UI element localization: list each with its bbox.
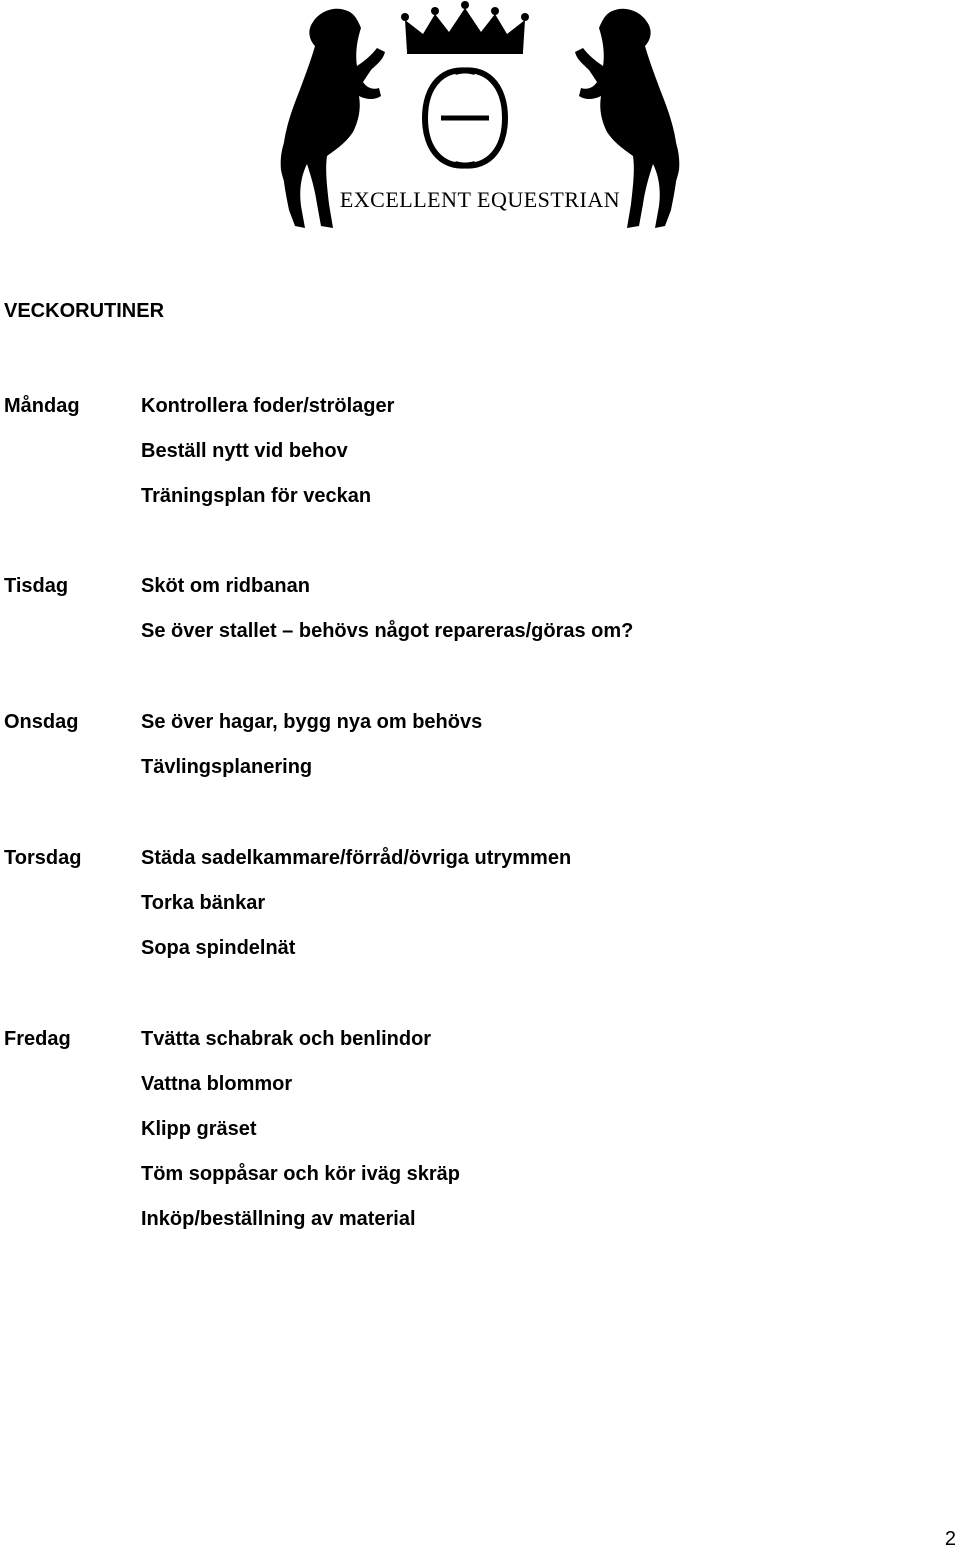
task-item: Träningsplan för veckan (141, 485, 372, 507)
day-name: Fredag (4, 1028, 71, 1050)
task-list (141, 573, 633, 663)
page-number: 2 (944, 1528, 956, 1550)
task-item: Klipp gräset (141, 1118, 257, 1140)
page-title: VECKORUTINER (4, 300, 165, 322)
logo-wordmark: EXCELLENT EQUESTRIAN (339, 187, 621, 212)
task-item: Inköp/beställning av material (141, 1208, 416, 1230)
task-list (141, 1026, 460, 1251)
task-list (141, 845, 571, 980)
day-name: Onsdag (4, 711, 79, 733)
monogram-icon (425, 70, 505, 165)
task-item: Torka bänkar (141, 892, 266, 914)
task-item: Sköt om ridbanan (141, 575, 310, 597)
crown-icon (401, 1, 529, 54)
task-item: Vattna blommor (141, 1073, 293, 1095)
task-item: Kontrollera foder/strölager (141, 395, 395, 417)
task-list (141, 393, 394, 528)
task-item: Tävlingsplanering (141, 756, 313, 778)
day-name: Torsdag (4, 847, 82, 869)
task-item: Se över stallet – behövs något repareras/göras om? (141, 620, 634, 642)
task-item: Sopa spindelnät (141, 937, 296, 959)
excellent-equestrian-logo (275, 0, 685, 232)
task-item: Beställ nytt vid behov (141, 440, 348, 462)
task-list (141, 709, 482, 799)
task-item: Tvätta schabrak och benlindor (141, 1028, 432, 1050)
day-name: Tisdag (4, 575, 69, 597)
task-item: Se över hagar, bygg nya om behövs (141, 711, 483, 733)
task-item: Städa sadelkammare/förråd/övriga utrymmen (141, 847, 572, 869)
task-item: Töm soppåsar och kör iväg skräp (141, 1163, 460, 1185)
day-name: Måndag (4, 395, 80, 417)
